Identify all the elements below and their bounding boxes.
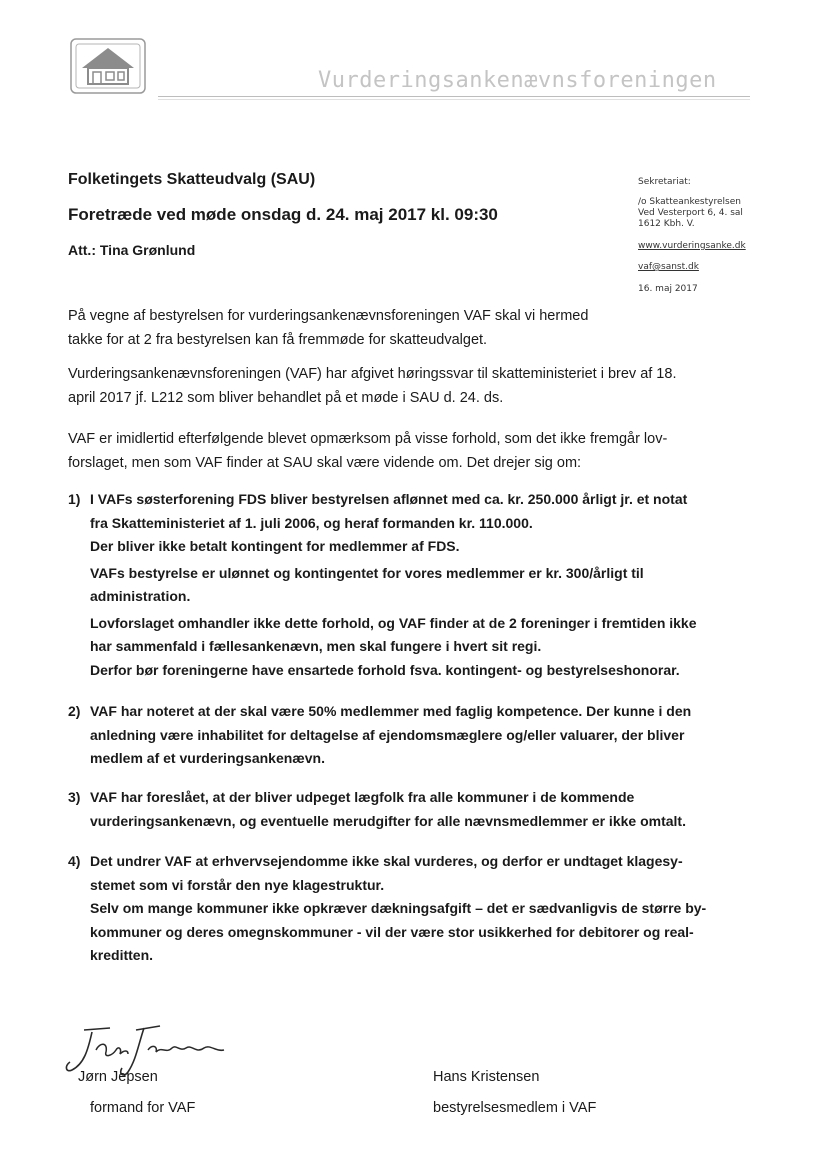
paragraph-line: april 2017 jf. L212 som bliver behandlet på et møde i SAU d. 24. ds. (68, 389, 504, 406)
list-item-line: Selv om mange kommuner ikke opkræver dækningsafgift – det er sædvanligvis de større by- (90, 900, 707, 916)
paragraph-line: VAF er imidlertid efterfølgende blevet opmærksom på visse forhold, som det ikke fremgår lov- (68, 431, 668, 447)
list-item-line: Lovforslaget omhandler ikke dette forhold, og VAF finder at de 2 foreninger i fremtiden ikke (90, 614, 697, 631)
recipient-heading: Folketingets Skatteudvalg (SAU) (68, 171, 316, 188)
signatory-title: bestyrelsesmedlem i VAF (433, 1100, 597, 1116)
list-item-number: 4) (68, 853, 81, 869)
list-item-line: Der bliver ikke betalt kontingent for medlemmer af FDS. (90, 538, 460, 554)
list-item-line: VAFs bestyrelse er ulønnet og kontingentet for vores medlemmer er kr. 300/årligt til (90, 564, 644, 581)
intro-paragraph (68, 305, 768, 352)
list-item (68, 850, 768, 968)
context-paragraph (68, 363, 768, 410)
attention-line: Att.: Tina Grønlund (68, 242, 196, 258)
list-item (68, 488, 768, 682)
list-item-line: kreditten. (90, 947, 154, 963)
list-item-line: medlem af et vurderingsankenævn. (90, 750, 325, 766)
secretariat-label: Sekretariat: (638, 177, 691, 187)
signatory-name: Hans Kristensen (433, 1069, 540, 1085)
paragraph-line: takke for at 2 fra bestyrelsen kan få fremmøde for skatteudvalget. (68, 331, 488, 348)
list-item-line: fra Skatteministeriet af 1. juli 2006, og heraf formanden kr. 110.000. (90, 514, 533, 531)
paragraph-line: forslaget, men som VAF finder at SAU skal være vidende om. Det drejer sig om: (68, 454, 582, 471)
list-item-line: vurderingsankenævn, og eventuelle merudgifter for alle nævnsmedlemmer er ikke omtalt. (90, 812, 686, 829)
paragraph-line: Vurderingsankenævnsforeningen (VAF) har afgivet høringssvar til skatteministeriet i brev af 18. (68, 366, 677, 382)
organization-name: Vurderingsankenævnsforeningen (318, 68, 717, 93)
list-item-number: 2) (68, 703, 81, 719)
subject-heading: Foretræde ved møde onsdag d. 24. maj 2017 kl. 09:30 (68, 205, 498, 224)
list-item-line: Det undrer VAF at erhvervsejendomme ikke skal vurderes, og derfor er undtaget klagesy- (90, 853, 683, 869)
paragraph-line: På vegne af bestyrelsen for vurderingsankenævnsforeningen VAF skal vi hermed (68, 308, 589, 324)
list-item-line: Derfor bør foreningerne have ensartede forhold fsva. kontingent- og bestyrelseshonorar. (90, 661, 680, 678)
header-divider-secondary (158, 99, 750, 100)
address-line: 1612 Kbh. V. (638, 219, 695, 229)
website-link[interactable]: www.vurderingsanke.dk (638, 241, 746, 251)
list-item-line: administration. (90, 588, 191, 604)
list-item-number: 3) (68, 789, 81, 805)
address-line: Ved Vesterport 6, 4. sal (638, 208, 743, 218)
list-item-line: anledning være inhabilitet for deltagelse af ejendomsmæglere og/eller valuarer, der bliver (90, 726, 685, 743)
list-item (68, 700, 768, 771)
list-item (68, 786, 768, 833)
list-item-line: har sammenfald i fællesankenævn, men skal fungere i hvert sit regi. (90, 638, 542, 654)
address-line: /o Skatteankestyrelsen (638, 197, 741, 207)
header-divider (158, 96, 750, 97)
signatory-title: formand for VAF (90, 1100, 196, 1116)
list-item-line: I VAFs søsterforening FDS bliver bestyrelsen aflønnet med ca. kr. 250.000 årligt jr. et notat (90, 491, 688, 507)
signatory-name: Jørn Jepsen (78, 1069, 158, 1085)
list-item-line: kommuner og deres omegnskommuner - vil der være stor usikkerhed for debitorer og real- (90, 923, 694, 940)
list-item-number: 1) (68, 491, 81, 507)
letter-date: 16. maj 2017 (638, 284, 698, 294)
list-item-line: VAF har noteret at der skal være 50% medlemmer med faglig kompetence. Der kunne i den (90, 703, 692, 719)
list-item-line: stemet som vi forstår den nye klagestruktur. (90, 876, 385, 893)
email-link[interactable]: vaf@sanst.dk (638, 262, 699, 272)
concern-paragraph (68, 428, 768, 475)
list-item-line: VAF har foreslået, at der bliver udpeget lægfolk fra alle kommuner i de kommende (90, 789, 635, 805)
house-logo-icon (70, 38, 146, 94)
